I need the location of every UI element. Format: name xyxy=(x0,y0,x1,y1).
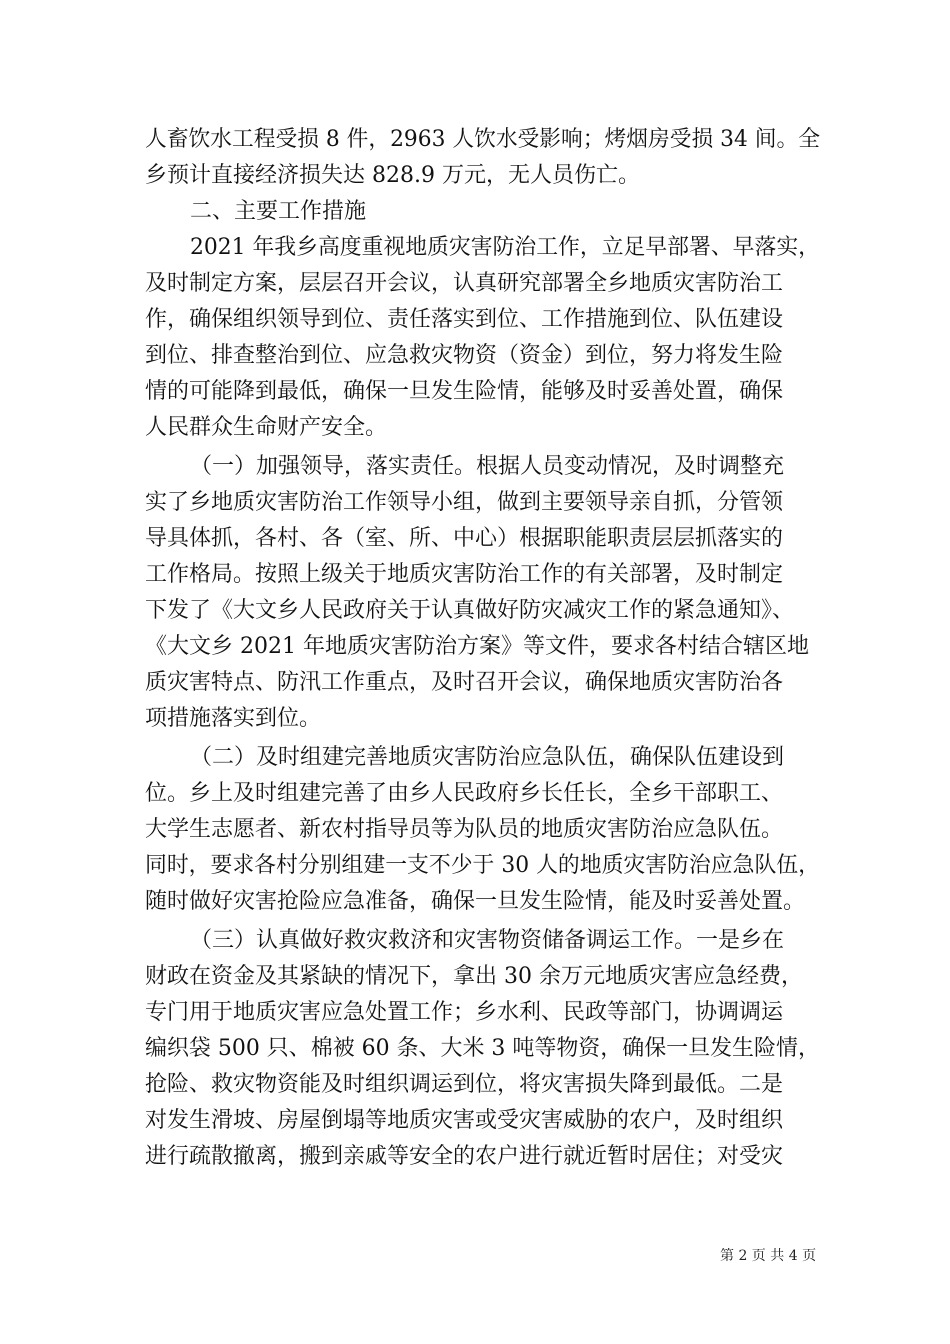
text-line: 《大文乡 2021 年地质灾害防治方案》等文件，要求各村结合辖区地 xyxy=(145,634,809,659)
text-line: 质灾害特点、防汛工作重点，及时召开会议，确保地质灾害防治各 xyxy=(145,670,784,695)
text-line: 到位、排查整治到位、应急救灾物资（资金）到位，努力将发生险 xyxy=(145,343,784,368)
text-line: （三）认真做好救灾救济和灾害物资储备调运工作。一是乡在 xyxy=(190,928,785,953)
text-line: 情的可能降到最低，确保一旦发生险情，能够及时妥善处置，确保 xyxy=(145,379,784,404)
text-line: 导具体抓，各村、各（室、所、中心）根据职能职责层层抓落实的 xyxy=(145,526,784,551)
text-line: 财政在资金及其紧缺的情况下，拿出 30 余万元地质灾害应急经费， xyxy=(145,964,803,989)
text-line: 工作格局。按照上级关于地质灾害防治工作的有关部署，及时制定 xyxy=(145,562,784,587)
text-line: 人畜饮水工程受损 8 件，2963 人饮水受影响；烤烟房受损 34 间。全 xyxy=(145,127,820,152)
text-line: 位。乡上及时组建完善了由乡人民政府乡长任长，全乡干部职工、 xyxy=(145,781,784,806)
text-line: 作，确保组织领导到位、责任落实到位、工作措施到位、队伍建设 xyxy=(145,307,784,332)
text-line: 2021 年我乡高度重视地质灾害防治工作，立足早部署、早落实， xyxy=(190,235,820,260)
text-line: 乡预计直接经济损失达 828.9 万元，无人员伤亡。 xyxy=(145,163,640,188)
text-line: 编织袋 500 只、棉被 60 条、大米 3 吨等物资，确保一旦发生险情， xyxy=(145,1036,820,1061)
text-line: 进行疏散撤离，搬到亲戚等安全的农户进行就近暂时居住；对受灾 xyxy=(145,1144,784,1169)
text-line: 抢险、救灾物资能及时组织调运到位，将灾害损失降到最低。二是 xyxy=(145,1072,784,1097)
text-line: 大学生志愿者、新农村指导员等为队员的地质灾害防治应急队伍。 xyxy=(145,817,784,842)
text-line: 专门用于地质灾害应急处置工作；乡水利、民政等部门，协调调运 xyxy=(145,1000,784,1025)
text-line: 下发了《大文乡人民政府关于认真做好防灾减灾工作的紧急通知》、 xyxy=(145,598,795,623)
text-line: 及时制定方案，层层召开会议，认真研究部署全乡地质灾害防治工 xyxy=(145,271,784,296)
text-line: （一）加强领导，落实责任。根据人员变动情况，及时调整充 xyxy=(190,454,785,479)
text-line: （二）及时组建完善地质灾害防治应急队伍，确保队伍建设到 xyxy=(190,745,785,770)
text-line: 同时，要求各村分别组建一支不少于 30 人的地质灾害防治应急队伍， xyxy=(145,853,820,878)
text-line: 随时做好灾害抢险应急准备，确保一旦发生险情，能及时妥善处置。 xyxy=(145,889,806,914)
text-line: 项措施落实到位。 xyxy=(145,706,322,731)
text-line: 人民群众生命财产安全。 xyxy=(145,415,388,440)
text-line: 对发生滑坡、房屋倒塌等地质灾害或受灾害威胁的农户，及时组织 xyxy=(145,1108,784,1133)
page-number: 第 2 页 共 4 页 xyxy=(720,1248,817,1264)
section-heading: 二、主要工作措施 xyxy=(190,199,367,224)
text-line: 实了乡地质灾害防治工作领导小组，做到主要领导亲自抓，分管领 xyxy=(145,490,784,515)
